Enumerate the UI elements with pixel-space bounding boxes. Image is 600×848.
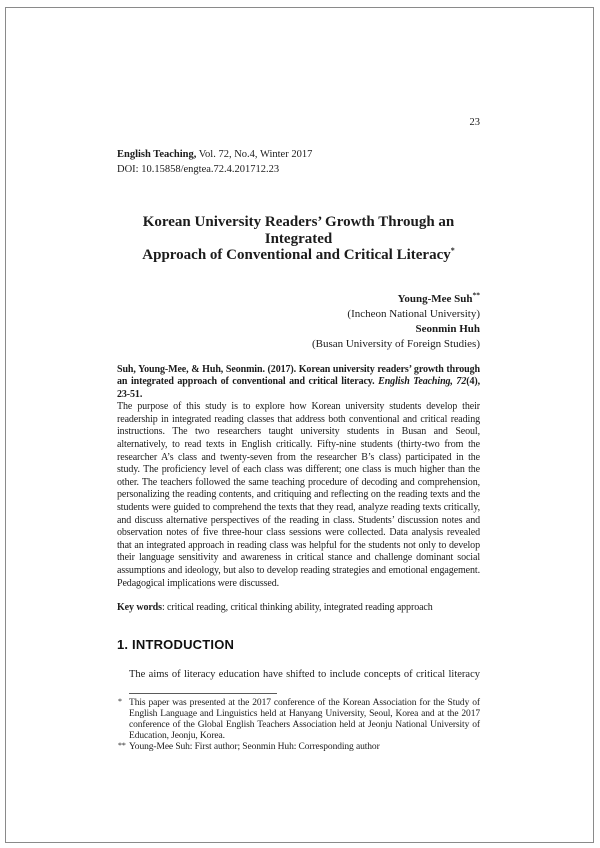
footnote-1-text: This paper was presented at the 2017 conference of the Korean Association for the Study of English Language and Linguistics held at Hanyang University, Seoul, Korea and at the 2017 conference of the Global English Teachers Association held at Jeonju National University of Education, Jeonju, Korea. (129, 697, 480, 741)
page-number: 23 (469, 117, 480, 128)
abstract-citation (117, 364, 480, 402)
title-footnote-marker: * (450, 246, 455, 255)
keywords-list: : critical reading, critical thinking ability, integrated reading approach (161, 602, 433, 614)
citation-pages: (4), 23-51. (117, 376, 480, 400)
author-1-footnote-marker: ** (472, 289, 480, 299)
keywords-line (117, 602, 480, 615)
footnote-separator (129, 693, 277, 694)
intro-paragraph: The aims of literacy education have shifted to include concepts of critical literacy (129, 668, 480, 680)
citation-main: Suh, Young-Mee, & Huh, Seonmin. (2017). Korean university readers’ growth through an integrated approach of conventional and critical literacy. (117, 363, 480, 388)
journal-name: English Teaching, (117, 149, 197, 160)
paper-page (117, 0, 480, 753)
section-heading-introduction: 1. INTRODUCTION (117, 636, 235, 652)
footnote-2-text: Young-Mee Suh: First author; Seonmin Huh: Corresponding author (129, 741, 380, 752)
author-2: Seonmin Huh (415, 322, 480, 335)
author-name-1 (117, 289, 480, 307)
abstract-text: The purpose of this study is to explore how Korean university students develop their readership in integrated reading classes that address both conventional and critical reading instructions. The two researchers taught university students in Busan and Seoul, alternatively, to read texts in English critically. Fifty-nine students (thirty-two from the researcher A’s class and twenty-seven from the researcher B’s class) participated in the study. The proficiency level of each class was different; one class is much higher than the other. The teachers followed the same teaching procedure of decoding and comprehension, personalizing the reading contents, and critiquing and reflecting on the reading texts and the students were guided to comprehend the texts that they read, analyze reading texts critically, and discuss alternative perspectives of the reading in class. Students’ discussion notes and observation notes of five three-hour class sessions were collected. Data analysis revealed that an integrated approach in reading class was helpful for the students not only to develop their language sensitivity and awareness in critical stance and challenge dominant social assumptions and ideology, but also to develop reading strategies and emotional engagement. Pedagogical implications were discussed. (117, 401, 480, 589)
author-1-affiliation: (Incheon National University) (347, 307, 480, 320)
doi-line: DOI: 10.15858/engtea.72.4.201712.23 (117, 164, 280, 175)
footnote-2-marker: ** (118, 740, 126, 750)
abstract-block (117, 364, 480, 615)
journal-header (117, 147, 480, 177)
citation-journal: English Teaching, 72 (378, 376, 467, 388)
footnote-2 (117, 742, 480, 753)
journal-issue-line (117, 147, 480, 162)
author-2-affiliation: (Busan University of Foreign Studies) (311, 337, 480, 350)
title-line1: Korean University Readers’ Growth Through an Integrated (142, 214, 455, 247)
title-line2: Approach of Conventional and Critical Literacy (142, 247, 451, 263)
author-1: Young-Mee Suh (397, 292, 473, 305)
authors-block (117, 289, 480, 352)
footnotes-block (117, 698, 480, 753)
paper-title (117, 214, 480, 264)
footnote-1-marker: * (118, 696, 122, 706)
author-name-2 (117, 322, 480, 337)
footnote-1 (117, 698, 480, 742)
journal-issue-info: Vol. 72, No.4, Winter 2017 (196, 149, 313, 160)
keywords-label: Key words (117, 602, 162, 614)
